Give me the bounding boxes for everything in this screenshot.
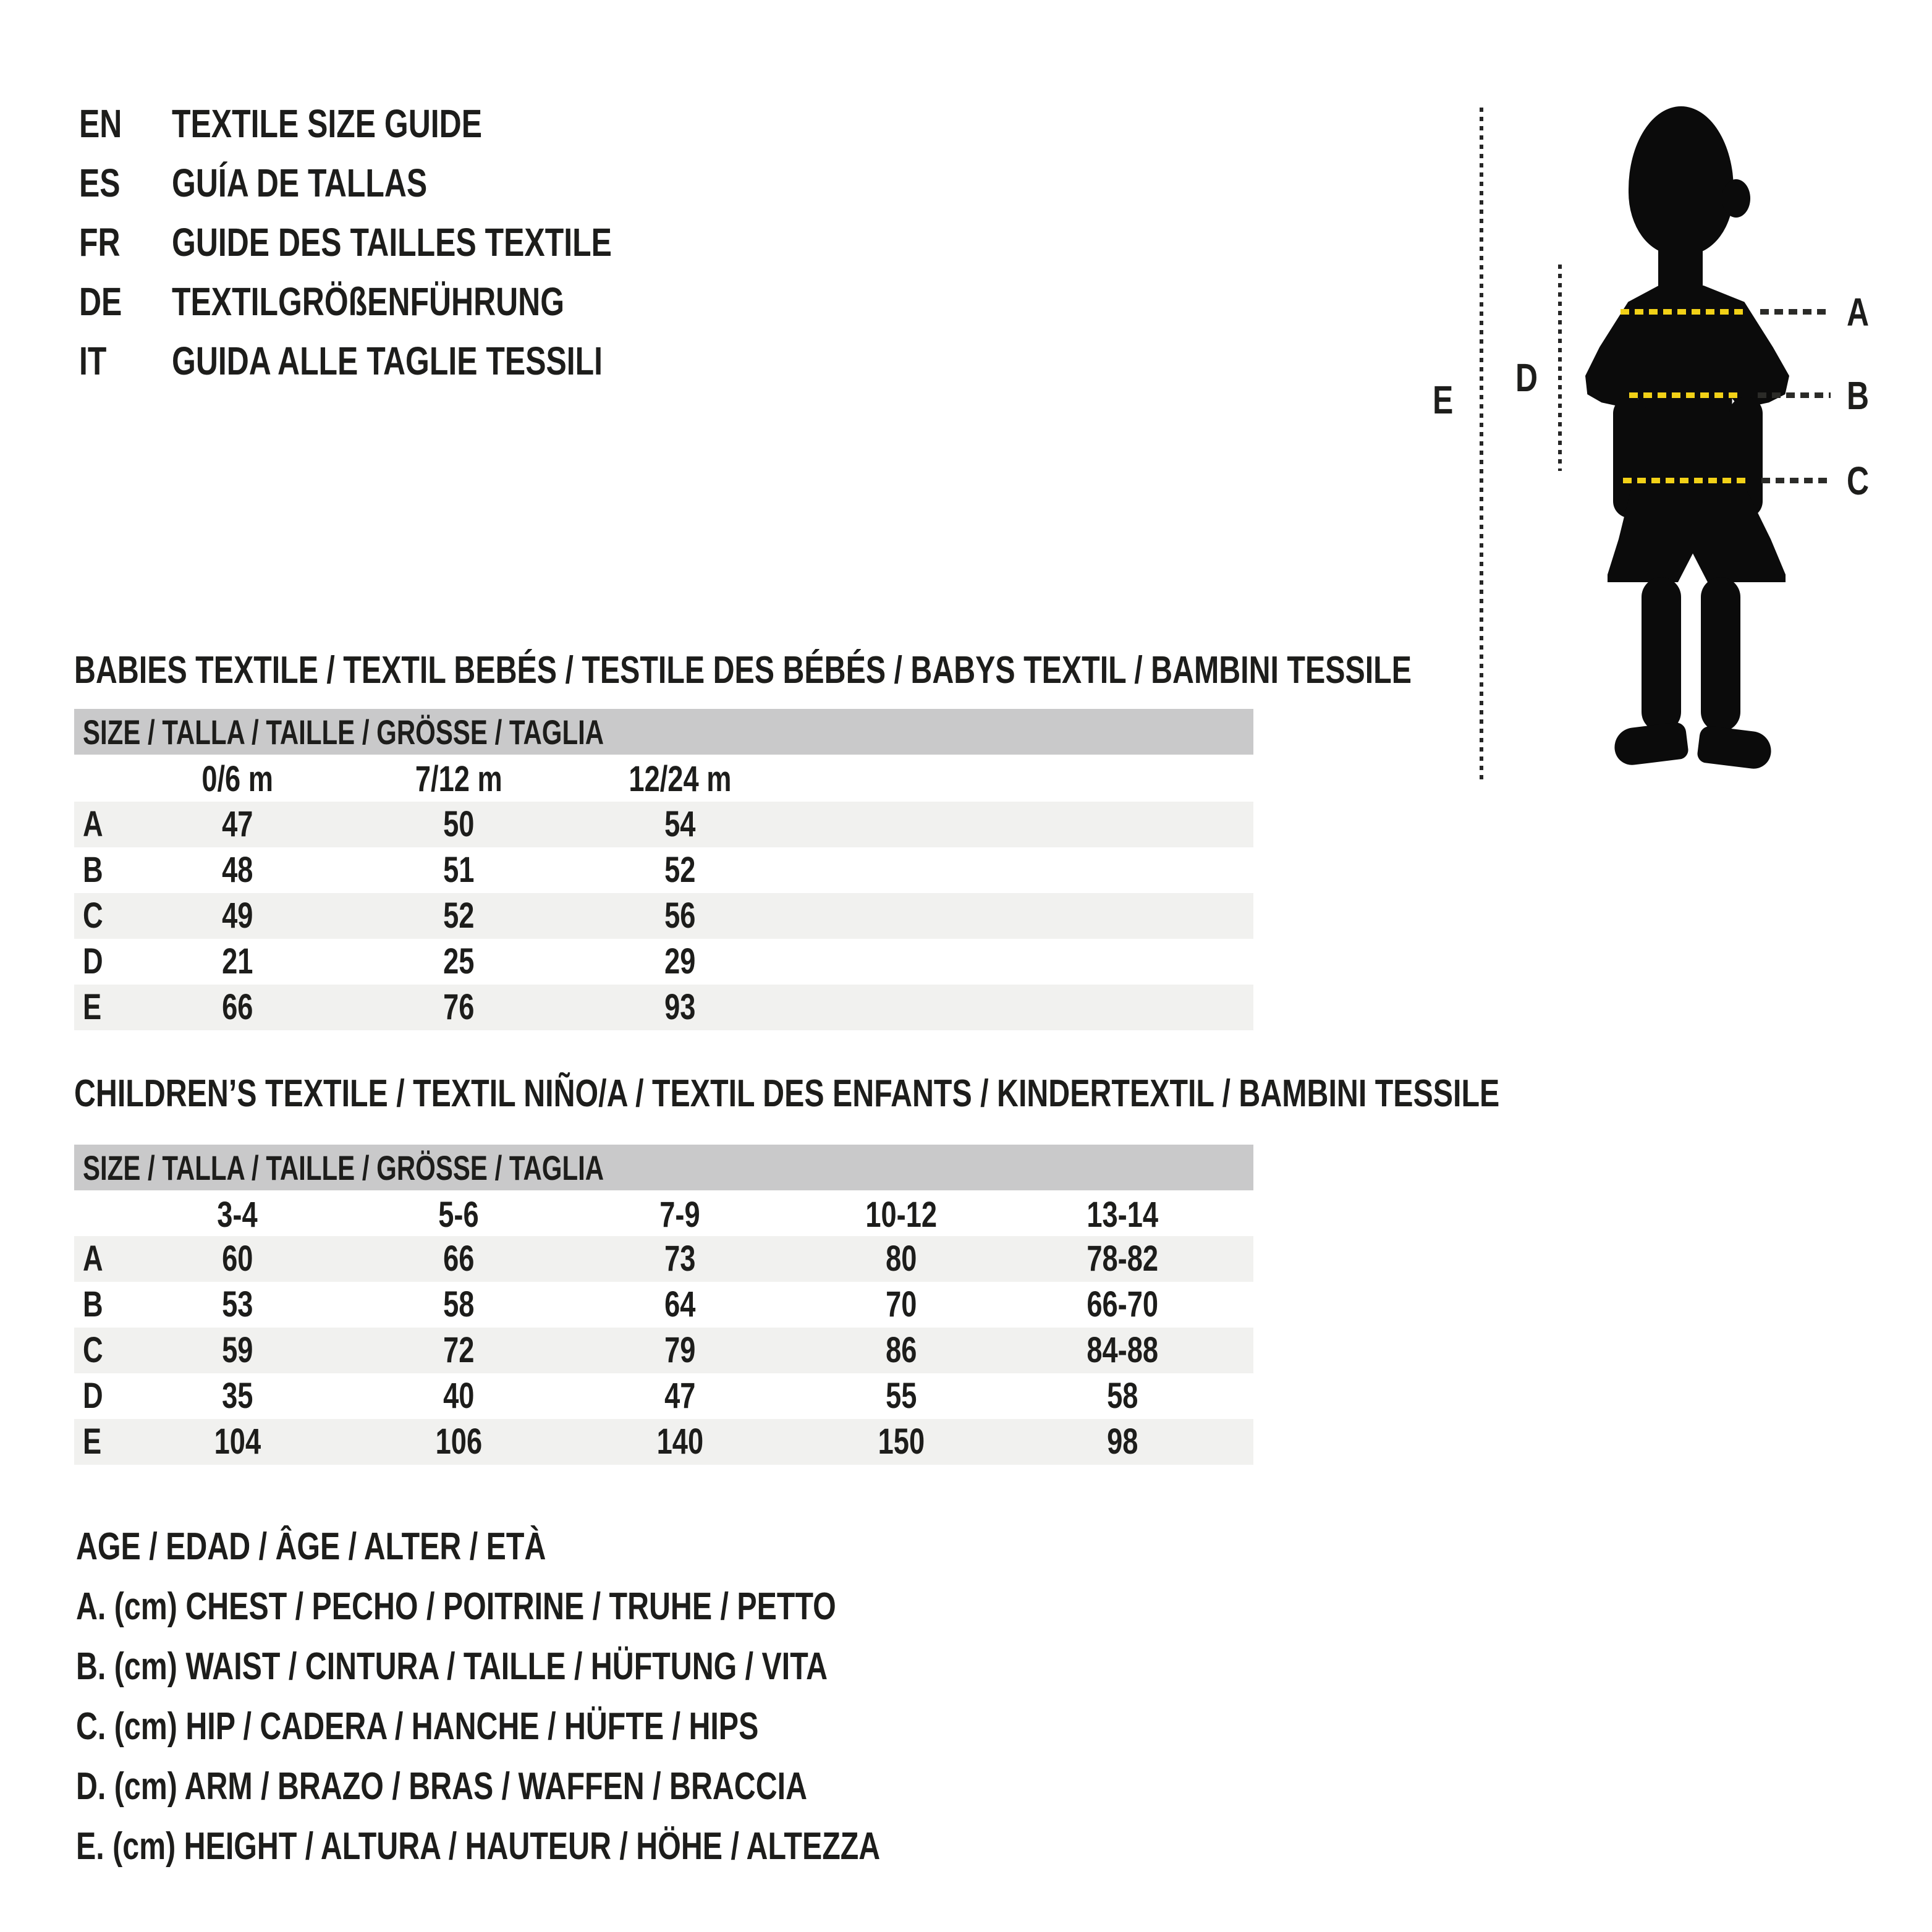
children-heading: CHILDREN’S TEXTILE / TEXTIL NIÑO/A / TEXTIL DES ENFANTS / KINDERTEXTIL / BAMBINI TESSILE (74, 1072, 1500, 1115)
table-cell: 66 (221, 987, 253, 1027)
table-cell: 54 (664, 804, 696, 844)
table-cell: 40 (443, 1376, 475, 1416)
silhouette-ear (1722, 179, 1750, 218)
lang-title: GUIDE DES TAILLES TEXTILE (172, 220, 612, 265)
table-cell: 21 (221, 941, 253, 981)
legend-age: AGE / EDAD / ÂGE / ALTER / ETÀ (76, 1525, 546, 1568)
table-cell: 59 (221, 1330, 253, 1370)
babies-row-c (74, 893, 1253, 939)
lang-code: FR (79, 220, 121, 265)
babies-row-e (74, 985, 1253, 1030)
legend-chest: A. (cm) CHEST / PECHO / POITRINE / TRUHE / PETTO (76, 1585, 836, 1628)
table-cell: 64 (664, 1284, 696, 1324)
table-cell: 58 (1106, 1376, 1138, 1416)
table-cell: 51 (443, 850, 475, 890)
lang-title: GUIDA ALLE TAGLIE TESSILI (172, 339, 603, 383)
table-cell: 73 (664, 1239, 696, 1279)
column-header: 12/24 m (628, 759, 731, 799)
table-cell: 55 (885, 1376, 917, 1416)
table-cell: 84-88 (1087, 1330, 1158, 1370)
table-cell: 76 (443, 987, 475, 1027)
table-cell: 93 (664, 987, 696, 1027)
babies-row-d (74, 939, 1253, 985)
babies-row-b (74, 847, 1253, 893)
children-row-c (74, 1328, 1253, 1373)
lang-code: DE (79, 279, 122, 324)
chest-a-dash-dark (1760, 309, 1831, 315)
label-e: E (1433, 378, 1454, 422)
table-cell: 52 (664, 850, 696, 890)
row-label: D (83, 1376, 103, 1416)
row-label: C (83, 896, 103, 936)
legend-arm: D. (cm) ARM / BRAZO / BRAS / WAFFEN / BRACCIA (76, 1765, 808, 1808)
lang-title: TEXTILGRÖßENFÜHRUNG (172, 279, 565, 324)
children-size-bar: SIZE / TALLA / TAILLE / GRÖSSE / TAGLIA (74, 1145, 1253, 1190)
legend-hip: C. (cm) HIP / CADERA / HANCHE / HÜFTE / HIPS (76, 1705, 759, 1748)
table-cell: 150 (878, 1421, 925, 1462)
table-cell: 98 (1106, 1421, 1138, 1462)
row-label: B (83, 850, 103, 890)
row-label: D (83, 941, 103, 981)
column-header: 10-12 (865, 1195, 937, 1235)
table-cell: 52 (443, 896, 475, 936)
children-row-a (74, 1236, 1253, 1282)
label-c: C (1847, 459, 1870, 503)
table-cell: 48 (221, 850, 253, 890)
silhouette-shoe-left (1612, 721, 1689, 767)
label-b: B (1847, 373, 1870, 418)
children-row-e (74, 1419, 1253, 1465)
table-cell: 47 (664, 1376, 696, 1416)
table-cell: 35 (221, 1376, 253, 1416)
table-cell: 104 (214, 1421, 261, 1462)
lang-code: IT (79, 339, 107, 383)
table-cell: 79 (664, 1330, 696, 1370)
column-header: 0/6 m (201, 759, 273, 799)
row-label: A (83, 1239, 103, 1279)
silhouette-shoe-right (1697, 725, 1773, 771)
babies-column-header-row (74, 755, 1253, 802)
legend-waist: B. (cm) WAIST / CINTURA / TAILLE / HÜFTUNG / VITA (76, 1645, 828, 1688)
lang-row-it (79, 331, 1315, 391)
table-cell: 53 (221, 1284, 253, 1324)
silhouette-neck (1658, 221, 1703, 292)
column-header: 7-9 (659, 1195, 700, 1235)
table-cell: 56 (664, 896, 696, 936)
table-cell: 72 (443, 1330, 475, 1370)
chest-a-dash-yellow (1621, 309, 1748, 315)
column-header: 13-14 (1087, 1195, 1158, 1235)
children-row-d (74, 1373, 1253, 1419)
hip-c-dash-yellow (1623, 478, 1750, 483)
label-a: A (1847, 290, 1870, 334)
table-cell: 58 (443, 1284, 475, 1324)
lang-code: ES (79, 161, 121, 205)
children-row-b (74, 1282, 1253, 1328)
babies-size-bar: SIZE / TALLA / TAILLE / GRÖSSE / TAGLIA (74, 709, 1253, 755)
table-cell: 25 (443, 941, 475, 981)
waist-b-dash-dark (1758, 392, 1831, 398)
arm-d-dotted-line (1558, 265, 1562, 471)
table-cell: 106 (435, 1421, 482, 1462)
table-cell: 49 (221, 896, 253, 936)
label-d: D (1515, 355, 1538, 400)
column-header: 5-6 (438, 1195, 479, 1235)
column-header: 7/12 m (415, 759, 502, 799)
children-column-header-row (74, 1190, 1253, 1237)
lang-row-en (79, 94, 1315, 153)
row-label: E (83, 987, 102, 1027)
table-cell: 78-82 (1087, 1239, 1158, 1279)
table-cell: 80 (885, 1239, 917, 1279)
table-cell: 66-70 (1087, 1284, 1158, 1324)
lang-code: EN (79, 101, 122, 146)
lang-row-de (79, 272, 1315, 331)
table-cell: 86 (885, 1330, 917, 1370)
table-cell: 47 (221, 804, 253, 844)
legend-height: E. (cm) HEIGHT / ALTURA / HAUTEUR / HÖHE / ALTEZZA (76, 1825, 881, 1868)
row-label: B (83, 1284, 103, 1324)
table-cell: 29 (664, 941, 696, 981)
table-cell: 70 (885, 1284, 917, 1324)
waist-b-dash-yellow (1629, 392, 1739, 398)
row-label: E (83, 1421, 102, 1462)
babies-row-a (74, 802, 1253, 847)
lang-title: GUÍA DE TALLAS (172, 161, 428, 205)
table-cell: 140 (656, 1421, 703, 1462)
row-label: A (83, 804, 103, 844)
hip-c-dash-dark (1761, 478, 1831, 483)
table-cell: 60 (221, 1239, 253, 1279)
table-cell: 66 (443, 1239, 475, 1279)
babies-heading: BABIES TEXTILE / TEXTIL BEBÉS / TESTILE DES BÉBÉS / BABYS TEXTIL / BAMBINI TESSILE (74, 649, 1412, 692)
table-cell: 50 (443, 804, 475, 844)
row-label: C (83, 1330, 103, 1370)
lang-row-es (79, 153, 1315, 213)
lang-title: TEXTILE SIZE GUIDE (172, 101, 483, 146)
column-header: 3-4 (217, 1195, 258, 1235)
lang-row-fr (79, 213, 1315, 272)
